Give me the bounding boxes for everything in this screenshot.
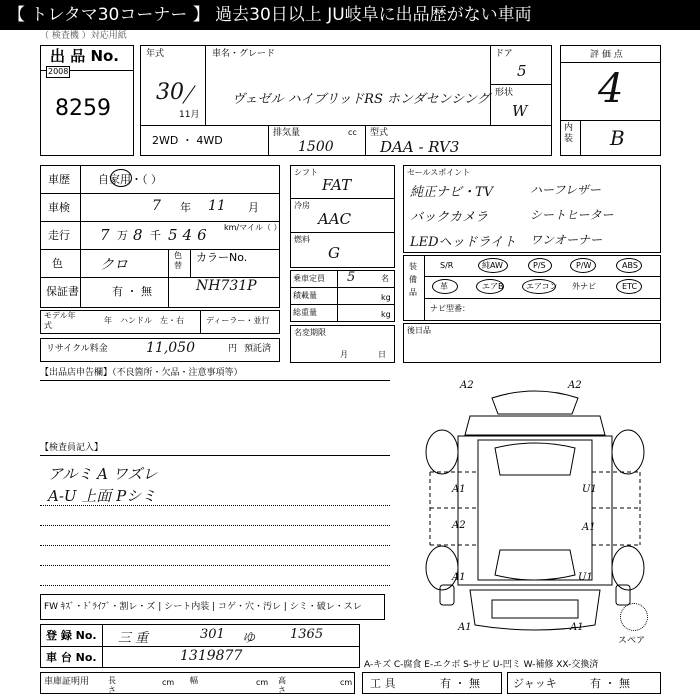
interior-condition: FW ｷｽﾞ・ﾄﾞﾗｲﾌﾞ・割レ・ズ | シート内装 | コゲ・穴・汚レ | シミ・破レ・スレ [44,602,362,612]
lot-stamp: 2008 [48,67,69,76]
width-label: 幅 [190,676,198,685]
weight-label: 総重量 [293,308,317,317]
recycle-label: リサイクル料金 [46,344,108,354]
mileage-label: 走行 [48,229,70,242]
type-label: 型式 [370,128,389,138]
month-value: 11月 [179,110,200,120]
damage-mark: A1 [458,622,472,633]
garage-cert-label: 車庫証明用 [44,677,90,687]
equip-leather-mark [432,279,458,294]
sales-point: シートヒーター [530,208,614,222]
tools-label: 工 具 [370,677,396,690]
banner: 【 トレタマ30コーナー 】 過去30日以上 JU岐阜に出品歴がない車両 [0,0,700,30]
later-items-box [403,323,661,363]
handle-options: 左・右 [160,316,184,325]
inspection-year-unit: 年 [180,201,191,214]
color-change-label: 色替 [174,251,182,270]
plate-pref: 三 重 [118,631,149,646]
capacity-unit: 名 [381,274,389,283]
equip-abs-mark [616,258,642,273]
damage-mark: A2 [568,380,582,391]
grade-value: 4 [598,66,624,112]
lot-label: 出 品 No. [50,47,120,65]
equip-ac: エアコン [526,282,558,291]
displacement-unit: cc [348,128,357,137]
sales-point: 純正ナビ・TV [410,185,494,200]
seller-notes-label: 【出品店申告欄】（不良箇所・欠品・注意事項等） [40,368,243,378]
damage-mark: A1 [452,572,466,583]
inspection-label: 車検 [48,201,70,214]
model-year-unit: 年 [104,316,112,325]
model-year-label: モデル年式 [44,311,76,330]
lot-number: 8259 [55,96,111,121]
jack-label: ジャッキ [513,677,557,690]
shift-value: FAT [322,176,352,194]
sales-point: バックカメラ [410,210,489,225]
history-label: 車歴 [48,173,70,186]
equip-etc-mark [616,279,642,294]
interior-label: 内装 [564,123,574,144]
equip-etc: ETC [622,282,638,291]
displacement-value: 1500 [298,139,334,155]
recycle-unit: 円 [228,344,238,354]
mileage-rest: 546 [168,226,212,244]
history-selected-mark [110,169,132,187]
fuel-label: 燃料 [294,235,310,244]
navi-label: ナビ型番： [430,304,470,313]
equip-pw: P/W [576,261,592,270]
form-title-partial: （ 検査機 ）対応用紙 [40,31,127,41]
sales-point: ハーフレザー [530,183,601,197]
inspector-notes-label: 【検査員記入】 [40,443,104,453]
type-value: DAA - RV3 [380,138,460,156]
sales-point: LEDヘッドライト [410,235,517,250]
length-label: 長さ [108,676,116,695]
inspector-note-line: A-U 上面 Pシミ [48,487,157,505]
body-value: W [512,102,528,120]
grade-label: 評 価 点 [590,50,623,60]
equip-aw-mark [478,258,508,273]
load-unit: kg [381,293,391,302]
doors-value: 5 [517,62,527,80]
dealer-options: ディーラー・並行 [206,316,270,325]
recycle-value: 11,050 [146,340,195,356]
inspection-year: 7 [152,198,161,214]
color-label: 色 [52,257,63,270]
ac-label: 冷房 [294,201,310,210]
damage-mark: U1 [582,484,597,495]
chassis-value: 1319877 [180,648,243,664]
spare-tire-icon [620,603,648,631]
equip-ac-mark [522,279,556,294]
damage-code-legend: A-キズ C-腐食 E-エクボ S-サビ U-凹ミ W-補修 XX-交換済 [364,660,599,670]
width-cm: cm [256,678,269,687]
mileage-sen: 8 [133,226,143,244]
damage-mark: A1 [570,622,584,633]
equip-ext-navi: 外ナビ [572,282,596,291]
equipment-label: 装備品 [409,262,417,297]
weight-unit: kg [381,310,391,319]
length-cm: cm [162,678,175,687]
height-cm: cm [340,678,353,687]
damage-mark: A2 [460,380,474,391]
history-options: 自家用・（ ） [98,173,162,186]
inspection-month: 11 [208,198,226,214]
equip-aw: 純AW [482,261,503,270]
interior-value: B [610,126,625,150]
jack-options: 有 ・ 無 [590,677,630,690]
mileage-man: 7 [100,226,110,244]
body-label: 形状 [495,88,514,98]
doors-label: ドア [495,49,513,59]
equip-ps-mark [528,258,552,273]
mileage-units: km/マイル（ ） [224,223,282,232]
model-value: ヴェゼル ハイブリッドRS ホンダセンシング [232,92,490,107]
warranty-options: 有 ・ 無 [112,285,152,298]
model-label: 車名・グレード [212,49,276,59]
color-code-label: カラーNo. [196,251,248,264]
drive-label: 2WD ・ 4WD [152,134,223,147]
ac-value: AAC [318,210,352,228]
mileage-sen-unit: 千 [150,229,161,242]
plate-label: 登 録 No. [46,629,97,642]
spare-label: スペア [618,636,646,646]
tools-options: 有 ・ 無 [440,677,480,690]
equip-airbag: エアB [482,282,504,291]
year-label: 年式 [146,49,165,59]
name-change-day: 日 [378,350,386,359]
damage-mark: A1 [452,484,466,495]
inspector-note-line: アルミ A ワズレ [48,465,158,483]
sales-point: ワンオーナー [530,233,603,247]
recycle-note: 預託済 [244,344,272,354]
equip-airbag-mark [476,279,504,294]
color-value: クロ [100,257,128,273]
shift-label: シフト [294,168,318,177]
name-change-unit: 月 [340,350,348,359]
plate-number: 1365 [290,627,324,642]
name-change-label: 名変期限 [294,328,326,337]
inspection-month-unit: 月 [248,201,259,214]
handle-label: ハンドル [120,316,152,325]
chassis-label: 車 台 No. [46,651,97,664]
equip-leather: 革 [440,282,448,291]
fuel-value: G [328,244,340,262]
equip-sr: S/R [440,261,454,270]
damage-mark: A1 [582,522,596,533]
capacity-value: 5 [347,270,356,285]
later-label: 後日品 [407,326,431,335]
damage-mark: U1 [578,572,593,583]
height-label: 高さ [278,676,286,695]
equip-ps: P/S [533,261,546,270]
mileage-man-unit: 万 [117,229,128,242]
year-value: 30 [156,80,184,105]
sales-points-label: セールスポイント [407,168,471,177]
plate-class: 301 [200,627,225,642]
damage-mark: A2 [452,520,466,531]
equip-abs: ABS [622,261,638,270]
warranty-label: 保証書 [46,285,79,298]
plate-kana: ゆ [242,631,256,646]
capacity-label: 乗車定員 [293,274,325,283]
load-label: 積載量 [293,291,317,300]
displacement-label: 排気量 [273,128,301,138]
color-code-value: NH731P [196,278,257,294]
equip-pw-mark [570,258,596,273]
